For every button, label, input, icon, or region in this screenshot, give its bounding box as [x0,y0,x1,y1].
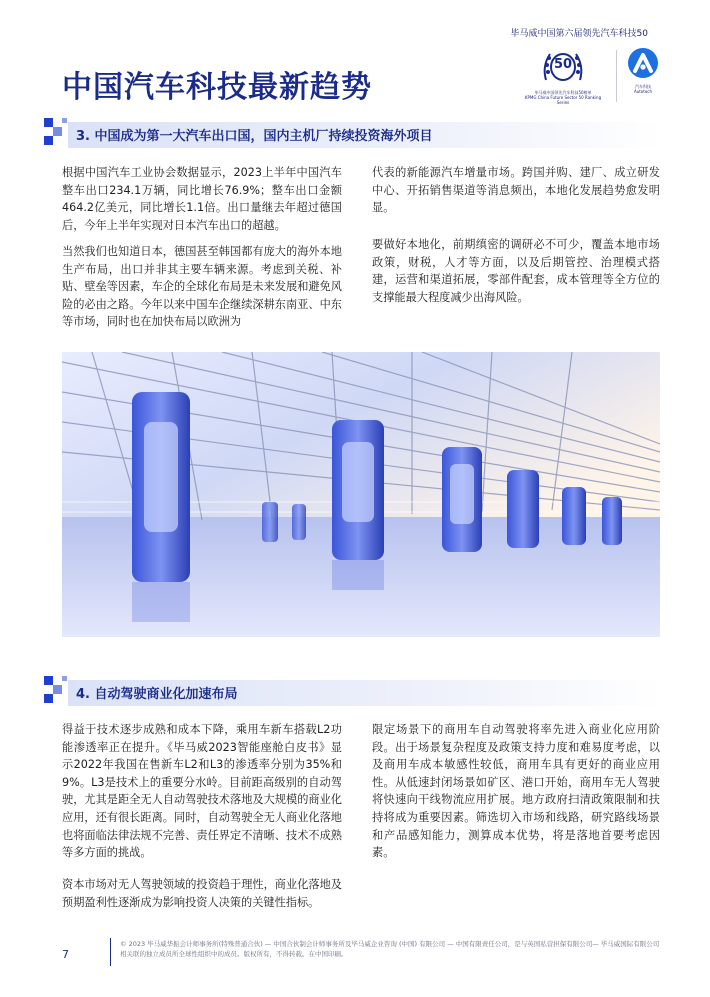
page-title: 中国汽车科技最新趋势 [62,70,372,105]
section-4-header [44,676,664,708]
section-4-heading: 4. 自动驾驶商业化加速布局 [76,687,238,702]
section-3-pixel-icon [44,118,74,148]
section-4-right-paragraph-1: 限定场景下的商用车自动驾驶将率先进入商业化应用阶段。出于场景复杂程度及政策支持力度和难易度考虑，以及商用车成本敏感性较低，商用车具有更好的商业应用性。从低速封闭场景如矿区、港口开始，商用车无人驾驶将快速向干线物流应用扩展。地方政府扫清政策限制和扶持将成为重要因素。筛选切入市场和线路，研究路线场景和产品感知能力，测算成本优势，将是落地首要考虑因素。 [372,723,660,860]
logo-badge-number: 50 [553,57,573,72]
header-logos [520,46,660,106]
header-top-note: 毕马威中国第六届领先汽车科技50 [510,29,648,39]
autotech-logo [624,46,662,104]
logo-brand-caption: 汽车科技 [635,84,651,89]
page-number: 7 [62,948,69,961]
ev-charging-stations-image [62,352,660,637]
section-4-left-paragraph-2: 资本市场对无人驾驶领域的投资趋于理性，商业化落地及预期盈利性逐渐成为影响投资人决策的关键性指标。 [62,878,342,909]
footer-legal-text: © 2023 毕马威华振会计师事务所(特殊普通合伙) — 中国合伙制会计师事务所及毕马威企业咨询 (中国) 有限公司 — 中国有限责任公司，是与英国私营担保有限公司— 毕马威国际有限公司相关联的独立成员所全球性组织中的成员。版权所有，不得转载。在中国印刷。 [120,940,660,958]
section-3-left-paragraph-2: 当然我们也知道日本，德国甚至韩国都有庞大的海外本地生产布局，出口并非其主要车辆来源。考虑到关税、补贴、壁垒等因素，车企的全球化布局是未来发展和避免风险的必由之路。今年以来中国车企继续深耕东南亚、中东等市场，同时也在加快布局以欧洲为 [62,245,342,329]
autotech-a-icon [626,46,660,80]
logo-badge-caption: 毕马威中国领先汽车科技50榜单 [534,90,592,95]
section-4-pixel-icon [44,676,74,706]
section-3-left-paragraph-1: 根据中国汽车工业协会数据显示，2023上半年中国汽车整车出口234.1万辆，同比增长76.9%；整车出口金额464.2亿美元，同比增长1.1倍。出口量继去年超过德国后，今年上半年实现对日本汽车出口的超越。 [62,166,342,232]
section-4-left-paragraph-1: 得益于技术逐步成熟和成本下降，乘用车新车搭载L2功能渗透率正在提升。《毕马威2023智能座舱白皮书》显示2022年我国在售新车L2和L3的渗透率分别为35%和9%。L3是技术上的重要分水岭。目前距高级别的自动驾驶，尤其是距全无人自动驾驶技术落地及大规模的商业化应用，还有很长距离。同时，自动驾驶全无人商业化落地也将面临法律法规不完善、责任界定不清晰、技术不成熟等多方面的挑战。 [62,723,342,860]
logo-badge-subcaption: KPMG China Future Sector 50 Ranking Series [524,95,602,105]
section-3-header [44,118,664,150]
section-3-right-paragraph-1: 代表的新能源汽车增量市场。跨国并购、建厂、成立研发中心、开拓销售渠道等消息频出，本地化发展趋势愈发明显。 [372,166,660,215]
logo-brand-subcaption: Autotech [633,89,653,94]
section-3-heading: 3. 中国成为第一大汽车出口国，国内主机厂持续投资海外项目 [76,129,433,144]
section-3-right-paragraph-2: 要做好本地化，前期缜密的调研必不可少，覆盖本地市场政策，财税，人才等方面，以及后期管控、治理模式搭建，运营和渠道拓展，零部件配套，成本管理等全方位的支撑能最大程度减少出海风险。 [372,238,660,304]
logo-divider [616,50,617,102]
kpmg-50-badge-logo [520,46,606,104]
footer-divider [110,938,111,966]
